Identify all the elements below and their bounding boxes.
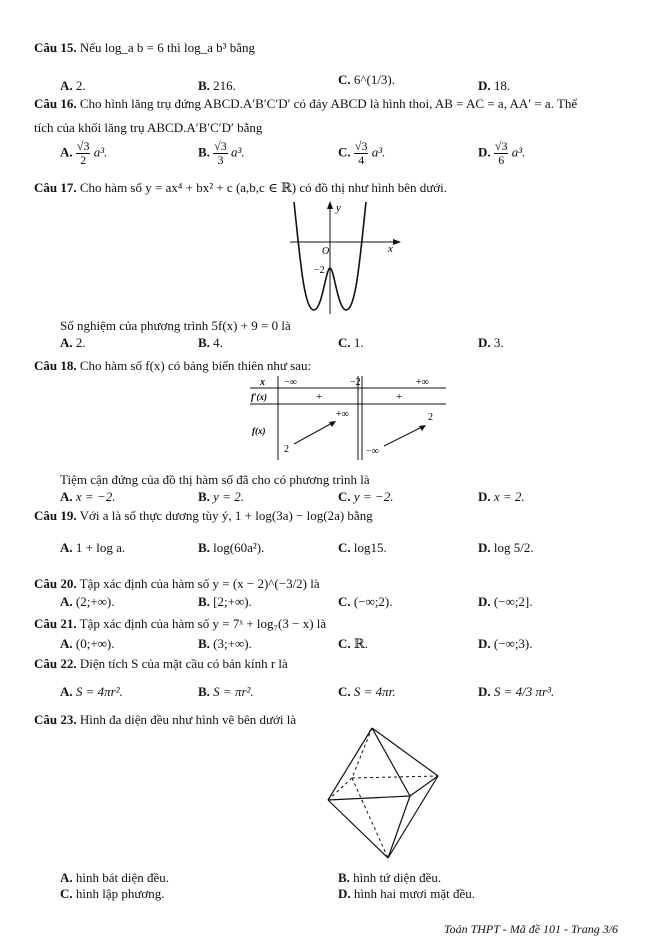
q23-option-d[interactable]: D. hình hai mươi mặt đều.: [338, 886, 476, 901]
q17-option-d[interactable]: D. 3.: [478, 335, 504, 350]
q21-option-d[interactable]: D. (−∞;3).: [478, 636, 533, 651]
origin-label: O: [322, 246, 330, 257]
edge: [372, 728, 438, 776]
q17-number: Câu 17.: [34, 180, 77, 195]
q22-option-c[interactable]: C. S = 4πr.: [338, 684, 396, 699]
q15-option-c[interactable]: C. 6^(1/3).: [338, 72, 396, 87]
x-axis-arrow-icon: [393, 239, 401, 245]
x-row-label: x: [260, 377, 265, 388]
q20-text: Tập xác định của hàm số y = (x − 2)^(−3/2) là: [79, 576, 320, 591]
q17-option-a[interactable]: A. 2.: [60, 335, 86, 350]
sign-right: +: [396, 391, 403, 403]
q16-number: Câu 16.: [34, 96, 77, 111]
q18-option-b[interactable]: B. y = 2.: [198, 489, 244, 504]
fprime-row-label: f′(x): [251, 392, 268, 402]
increase-arrow-right: [384, 426, 424, 446]
octahedron-figure: [322, 724, 444, 862]
q18-option-c[interactable]: C. y = −2.: [338, 489, 394, 504]
q21-text: Tập xác định của hàm số y = 7ˣ + log₇(3 − x) là: [79, 616, 327, 631]
q19-option-c[interactable]: C. log15.: [338, 540, 387, 555]
hidden-edge: [352, 776, 438, 778]
q15-stem: [34, 40, 255, 56]
q15-number: Câu 15.: [34, 40, 77, 55]
q20-number: Câu 20.: [34, 576, 77, 591]
q18-variation-table: [248, 374, 448, 462]
edge: [328, 796, 410, 800]
q20-option-d[interactable]: D. (−∞;2].: [478, 594, 533, 609]
q23-option-b[interactable]: B. hình tứ diện đều.: [338, 870, 442, 885]
q15-option-b[interactable]: B. 216.: [198, 78, 236, 93]
q20-stem: [34, 576, 320, 592]
sign-left: +: [316, 391, 323, 403]
q16-option-c[interactable]: C. $\frac{√3}{4}$ a³.: [338, 139, 386, 167]
q23-option-a[interactable]: A. hình bát diện đều.: [60, 870, 170, 885]
q15-option-a[interactable]: A. 2.: [60, 78, 86, 93]
q22-option-a[interactable]: A. S = 4πr².: [60, 684, 123, 699]
edge: [328, 800, 388, 858]
q19-option-d[interactable]: D. log 5/2.: [478, 540, 534, 555]
q17-question: Số nghiệm của phương trình 5f(x) + 9 = 0 là: [60, 318, 291, 333]
q17-text: Cho hàm số y = ax⁴ + bx² + c (a,b,c ∈ ℝ) có đồ thị như hình bên dưới.: [79, 180, 448, 195]
q19-stem: [34, 508, 373, 524]
q20-option-a[interactable]: A. (2;+∞).: [60, 594, 115, 609]
q18-option-d[interactable]: D. x = 2.: [478, 489, 525, 504]
increase-arrow-left: [294, 422, 334, 444]
q23-option-c[interactable]: C. hình lập phương.: [60, 886, 165, 901]
q15-option-d[interactable]: D. 18.: [478, 78, 511, 93]
f-top-right-value: 2: [428, 412, 433, 423]
f-bottom-right-value: −∞: [366, 446, 379, 457]
edge: [410, 776, 438, 796]
q21-number: Câu 21.: [34, 616, 77, 631]
q18-text: Cho hàm số f(x) có bảng biến thiên như sau:: [79, 358, 312, 373]
q18-question: Tiệm cận đứng của đồ thị hàm số đã cho có phương trình là: [60, 472, 370, 487]
q23-text: Hình đa diện đều như hình vẽ bên dưới là: [79, 712, 297, 727]
q23-stem: [34, 712, 296, 728]
q19-number: Câu 19.: [34, 508, 77, 523]
q17-option-b[interactable]: B. 4.: [198, 335, 223, 350]
q22-option-b[interactable]: B. S = πr².: [198, 684, 254, 699]
q16-option-b[interactable]: B. $\frac{√3}{3}$ a³.: [198, 139, 245, 167]
page-footer: Toán THPT - Mã đề 101 - Trang 3/6: [444, 922, 619, 936]
q16-option-a[interactable]: A. $\frac{√3}{2}$ a³.: [60, 139, 108, 167]
edge: [328, 728, 372, 800]
q19-option-b[interactable]: B. log(60a²).: [198, 540, 265, 555]
q18-option-a[interactable]: A. x = −2.: [60, 489, 116, 504]
q18-stem: [34, 358, 311, 374]
x-value-neg-inf: −∞: [284, 377, 297, 388]
q22-stem: [34, 656, 288, 672]
x-value-pos-inf: +∞: [416, 377, 429, 388]
q16-line2: tích của khối lăng trụ ABCD.A′B′C′D′ bằng: [34, 120, 263, 135]
q17-stem: [34, 180, 447, 196]
f-row-label: f(x): [252, 426, 266, 436]
q21-option-c[interactable]: C. ℝ.: [338, 636, 368, 651]
hidden-edge: [352, 778, 388, 858]
q17-option-c[interactable]: C. 1.: [338, 335, 364, 350]
q20-option-b[interactable]: B. [2;+∞).: [198, 594, 252, 609]
edge: [388, 776, 438, 858]
y-axis-arrow-icon: [327, 201, 333, 209]
q16-line1: Cho hình lăng trụ đứng ABCD.A′B′C′D′ có đáy ABCD là hình thoi, AB = AC = a, AA′ = a. Thể: [79, 96, 578, 111]
y-axis-label: y: [336, 202, 341, 214]
q23-number: Câu 23.: [34, 712, 77, 727]
edge: [372, 728, 410, 796]
f-bottom-left-value: 2: [284, 444, 289, 455]
q17-graph: [286, 198, 404, 316]
q18-number: Câu 18.: [34, 358, 77, 373]
q22-text: Diện tích S của mặt cầu có bán kính r là: [79, 656, 288, 671]
hidden-edge: [352, 728, 372, 778]
q20-option-c[interactable]: C. (−∞;2).: [338, 594, 393, 609]
q21-stem: [34, 616, 326, 632]
q16-stem: [34, 96, 577, 112]
x-axis-label: x: [388, 243, 393, 255]
q19-text: Với a là số thực dương tùy ý, 1 + log(3a) − log(2a) bằng: [79, 508, 373, 523]
q22-option-d[interactable]: D. S = 4/3 πr³.: [478, 684, 555, 699]
q22-number: Câu 22.: [34, 656, 77, 671]
q21-option-a[interactable]: A. (0;+∞).: [60, 636, 115, 651]
q15-text: Nếu log_a b = 6 thì log_a b³ bằng: [79, 40, 256, 55]
minus-two-label: −2: [314, 265, 325, 276]
q16-option-d[interactable]: D. $\frac{√3}{6}$ a³.: [478, 139, 526, 167]
f-top-left-value: +∞: [336, 409, 349, 420]
x-value-minus-two: −2: [350, 377, 361, 388]
q19-option-a[interactable]: A. 1 + log a.: [60, 540, 126, 555]
q21-option-b[interactable]: B. (3;+∞).: [198, 636, 252, 651]
